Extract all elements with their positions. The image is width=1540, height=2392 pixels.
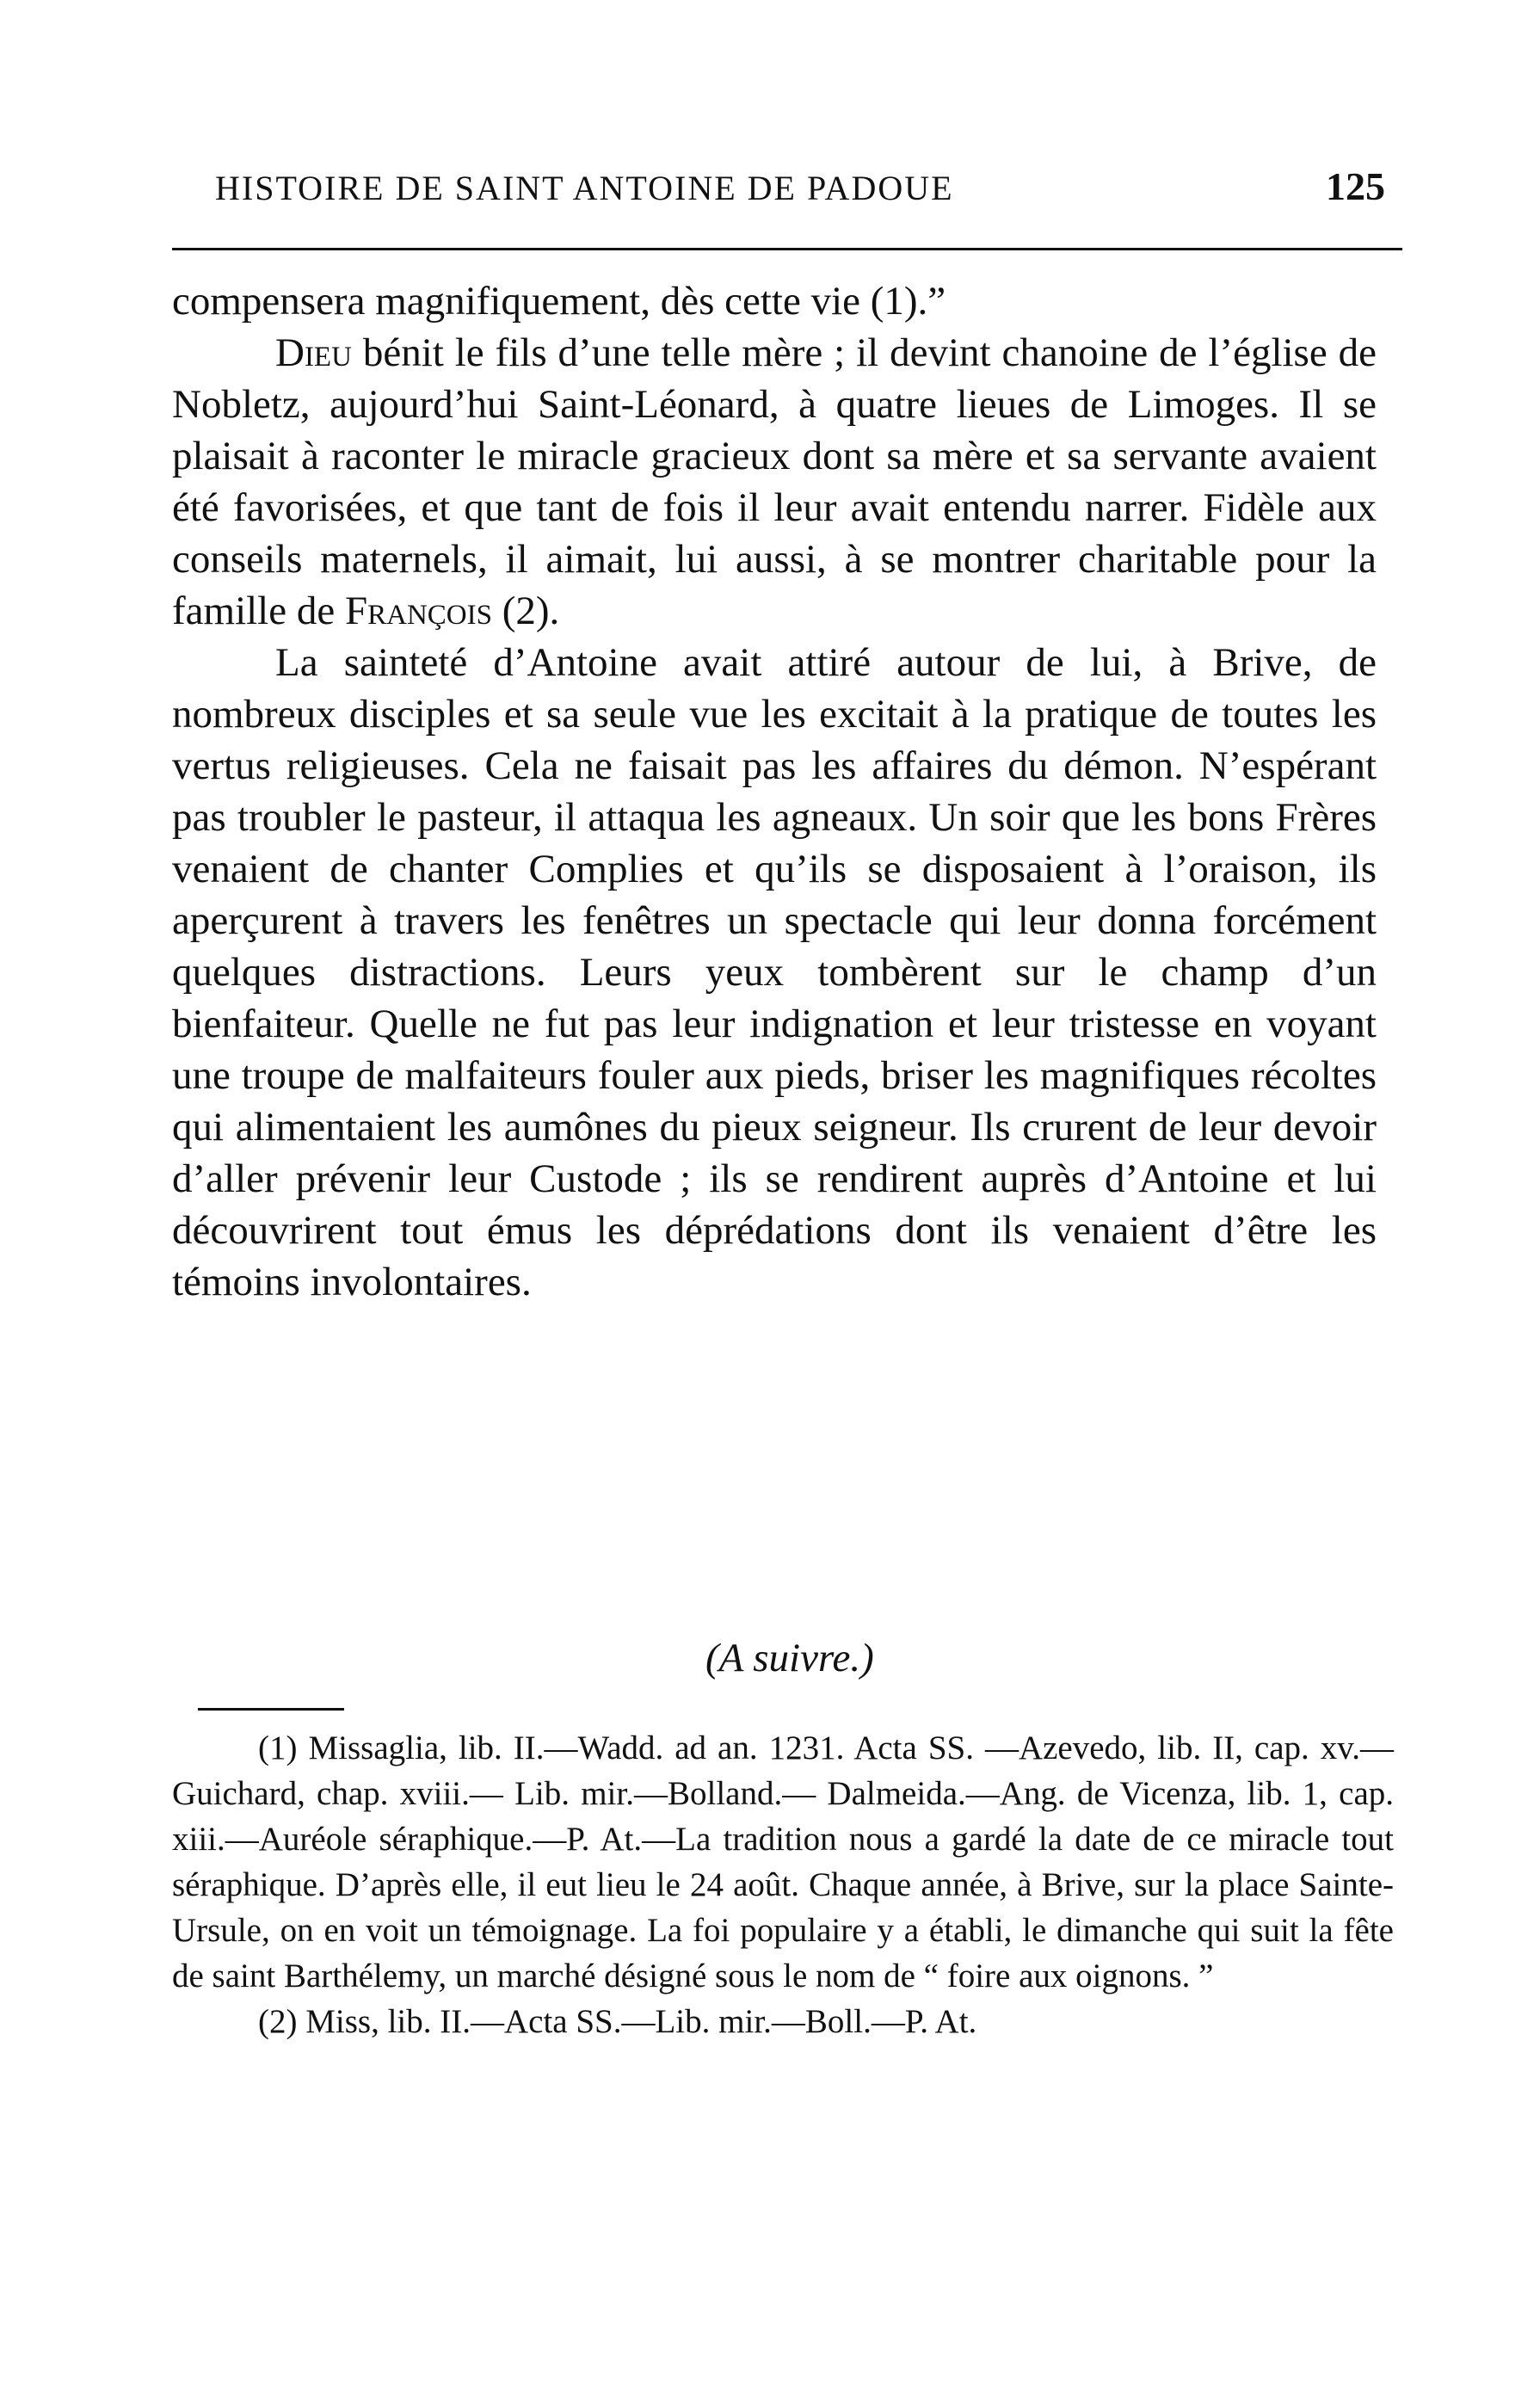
main-text — [172, 275, 1377, 1308]
paragraph-1: compensera magnifiquement, dès cette vie (1).” — [172, 279, 946, 324]
paragraph-2-text: bénit le fils d’une telle mère ; il devint chanoine de l’église de Nobletz, aujourd’hui Saint-Léonard, à quatre lieues de Limoges. Il se plaisait à raconter le miracle gracieux dont sa mère et sa servante avaient été favorisées, et que tant de fois il leur avait entendu narrer. Fidèle aux conseils maternels, il aimait, lui aussi, à se montrer charitable pour la famille de — [172, 330, 1377, 633]
francois-smallcaps: François — [344, 589, 492, 633]
paragraph-2 — [172, 327, 1377, 637]
header-rule — [172, 248, 1402, 250]
footnote-2: (2) Miss, lib. II.—Acta SS.—Lib. mir.—Boll.—P. At. — [258, 2003, 977, 2040]
a-suivre: (A suivre.) — [705, 1636, 874, 1680]
footnote-rule — [198, 1708, 344, 1711]
running-title: HISTOIRE DE SAINT ANTOINE DE PADOUE — [215, 169, 954, 207]
footnote-1: (1) Missaglia, lib. II.—Wadd. ad an. 1231. Acta SS. —Azevedo, lib. II, cap. xv.—Guichard, chap. xviii.— Lib. mir.—Bolland.— Dalmeida.—Ang. de Vicenza, lib. 1, cap. xiii.—Auréole séraphique.—P. At.—La tradition nous a gardé la date de ce miracle tout séraphique. D’après elle, il eut lieu le 24 août. Chaque année, à Brive, sur la place Sainte-Ursule, on en voit un témoignage. La foi populaire y a établi, le dimanche qui suit la fête de saint Barthélemy, un marché désigné sous le nom de “ foire aux oignons. ” — [172, 1729, 1394, 1994]
footnotes — [172, 1725, 1394, 2044]
running-header — [215, 163, 1385, 224]
dieu-smallcaps: Dieu — [275, 330, 352, 375]
page-number: 125 — [1326, 164, 1385, 208]
paragraph-2-end: (2). — [491, 589, 560, 633]
paragraph-3: La sainteté d’Antoine avait attiré autour de lui, à Brive, de nombreux disciples et sa seule vue les excitait à la pratique de toutes les vertus religieuses. Cela ne faisait pas les affaires du démon. N’espérant pas troubler le pasteur, il attaqua les agneaux. Un soir que les bons Frères venaient de chanter Complies et qu’ils se disposaient à l’oraison, ils aperçurent à travers les fenêtres un spectacle qui leur donna forcément quelques distractions. Leurs yeux tombèrent sur le champ d’un bienfaiteur. Quelle ne fut pas leur indignation et leur tristesse en voyant une troupe de malfaiteurs fouler aux pieds, briser les magnifiques récoltes qui alimentaient les aumônes du pieux seigneur. Ils crurent de leur devoir d’aller prévenir leur Custode ; ils se rendirent auprès d’Antoine et lui découvrirent tout émus les déprédations dont ils venaient d’être les témoins involontaires. — [172, 640, 1377, 1304]
